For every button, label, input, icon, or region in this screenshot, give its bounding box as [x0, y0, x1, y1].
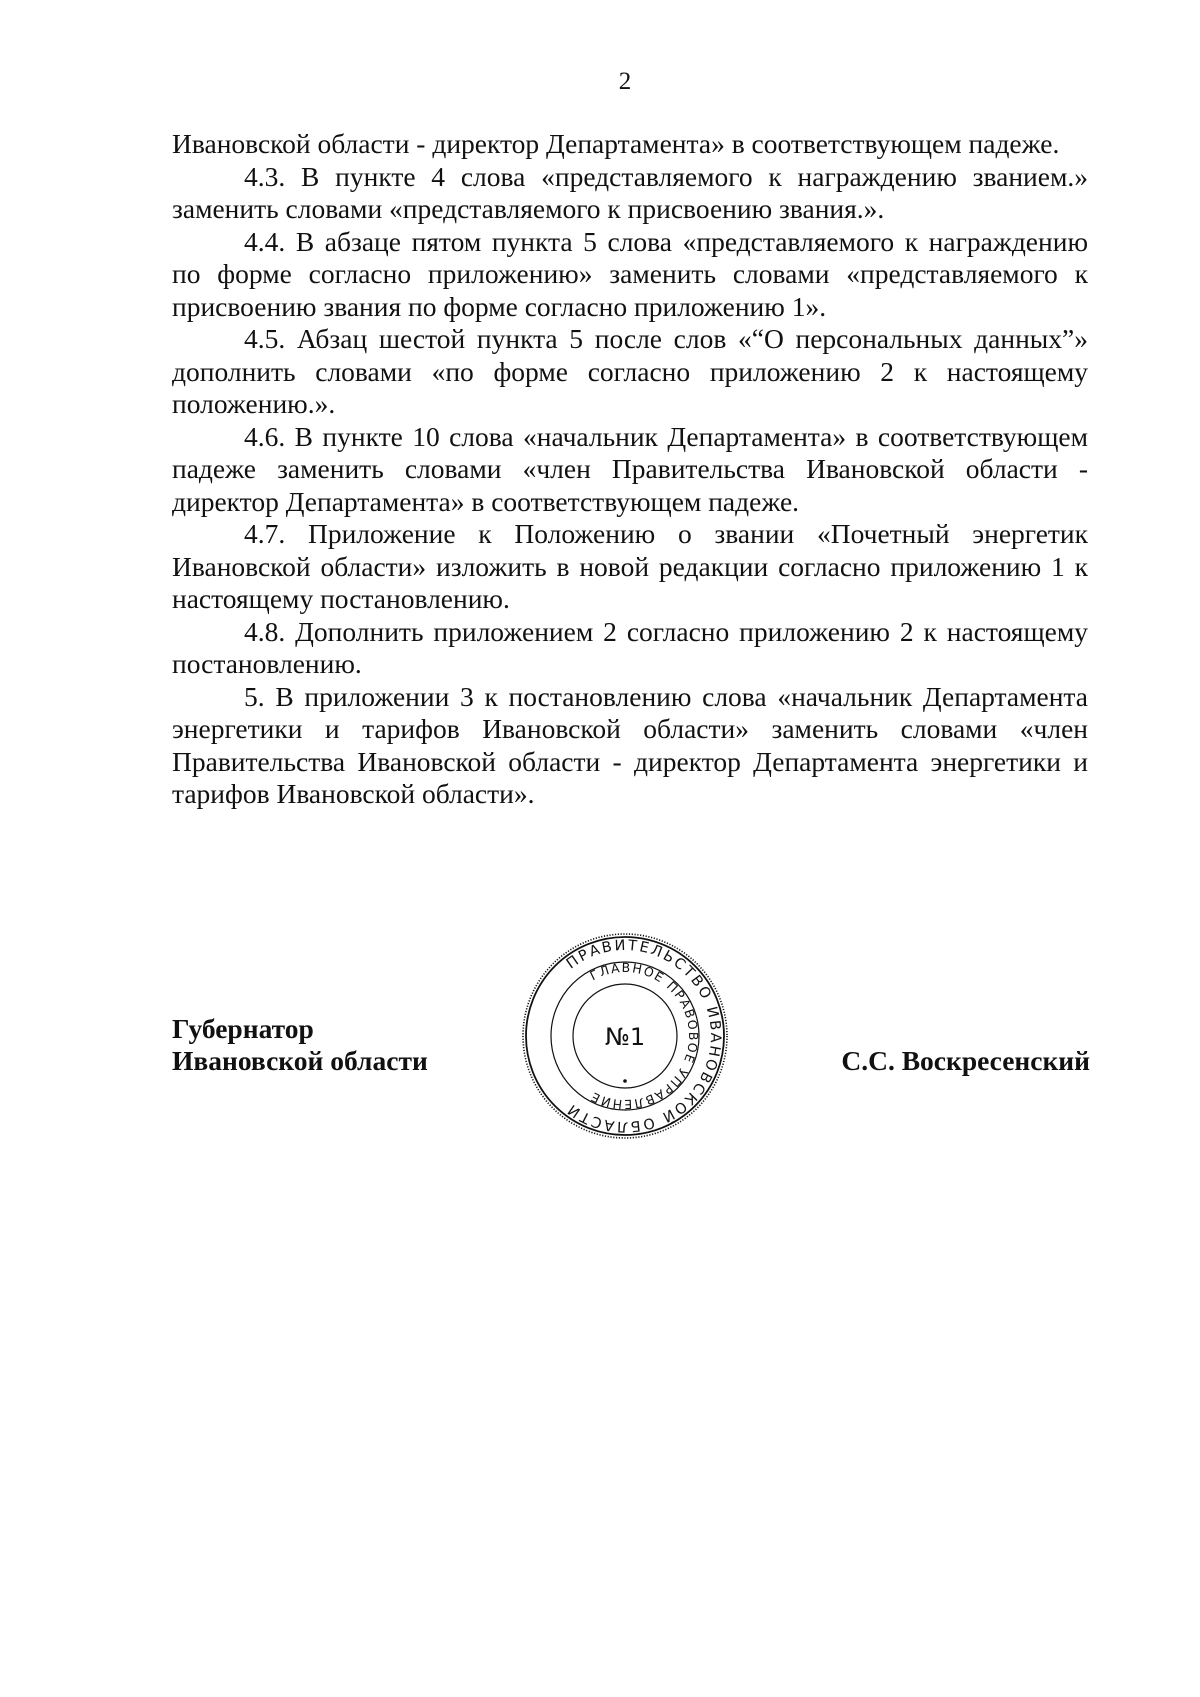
paragraph-4-6: 4.6. В пункте 10 слова «начальник Департамента» в соответствующем падеже заменить словами «член Правительства Ивановской области - директор Департамента» в соответствующем падеже. [172, 420, 1088, 517]
paragraph-4-7: 4.7. Приложение к Положению о звании «Почетный энергетик Ивановской области» изложить в новой редакции согласно приложению 1 к настоящему постановлению. [172, 518, 1088, 614]
signatory-position [172, 1013, 428, 1077]
seal-number: №1 [604, 1023, 646, 1051]
signatory-name: С.С. Воскресенский [841, 1045, 1090, 1076]
signatory-region: Ивановской области [172, 1045, 428, 1076]
paragraph-5: 5. В приложении 3 к постановлению слова «начальник Департамента энергетики и тарифов Ивановской области» заменить словами «член Правительства Ивановской области - директор Департамента энергетики и тарифов Ивановской области». [172, 680, 1088, 809]
seal-center-dot [623, 1079, 627, 1083]
paragraph-4-5: 4.5. Абзац шестой пункта 5 после слов «“О персональных данных”» дополнить словами «по форме согласно приложению 2 к настоящему положению.». [172, 323, 1088, 419]
paragraph-4-4: 4.4. В абзаце пятом пункта 5 слова «представляемого к награждению по форме согласно приложению» заменить словами «представляемого к присвоению звания по форме согласно приложению 1». [172, 225, 1088, 322]
paragraph-continuation: Ивановской области - директор Департамента» в соответствующем падеже. [172, 128, 1060, 159]
page-number: 2 [618, 68, 632, 95]
seal-outer-textpath: ПРАВИТЕЛЬСТВО ИВАНОВСКОЙ ОБЛАСТИ [563, 937, 724, 1135]
paragraph-4-8: 4.8. Дополнить приложением 2 согласно приложению 2 к настоящему постановлению. [172, 615, 1088, 679]
paragraph-4-3: 4.3. В пункте 4 слова «представляемого к награждению званием.» заменить словами «представляемого к присвоению звания.». [172, 160, 1088, 224]
document-body [172, 128, 1088, 811]
seal-inner-textpath: ГЛАВНОЕ ПРАВОВОЕ УПРАВЛЕНИЕ [587, 959, 702, 1113]
official-seal [520, 931, 730, 1141]
signatory-title: Губернатор [172, 1013, 314, 1044]
